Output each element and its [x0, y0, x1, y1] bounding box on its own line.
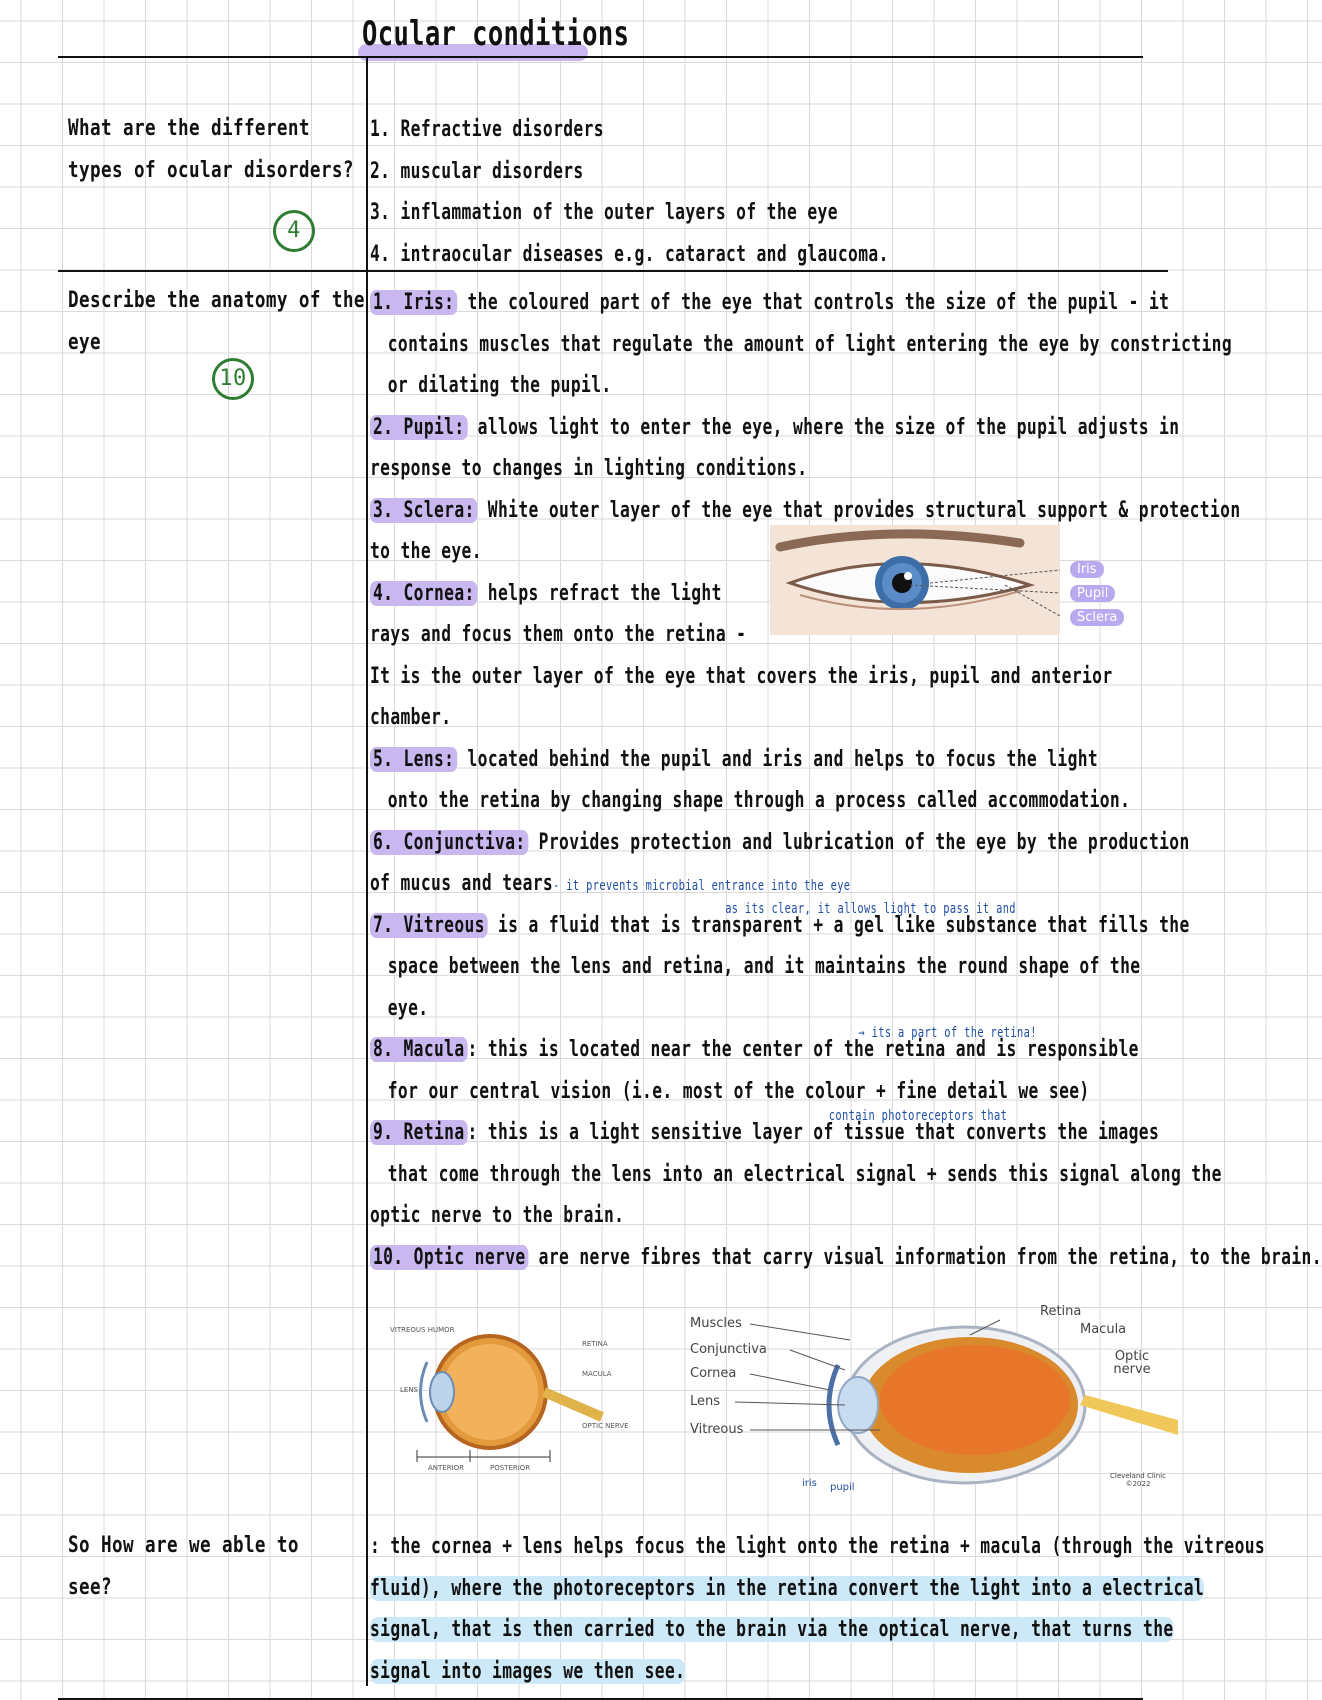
label-posterior: POSTERIOR: [490, 1464, 531, 1472]
question-line: types of ocular disorders?: [68, 158, 354, 183]
label-iris: Iris: [1070, 561, 1104, 578]
label-lens: Lens: [690, 1394, 721, 1409]
question-line: What are the different: [68, 116, 310, 141]
label-sclera: Sclera: [1070, 609, 1124, 626]
answer-line: 3. inflammation of the outer layers of the eye: [370, 200, 838, 225]
macula-note: → its a part of the retina!: [858, 1025, 1037, 1041]
answer-line: 1. Refractive disorders: [370, 117, 604, 142]
marks-circle: 4: [273, 210, 315, 252]
eye-section-icon: [372, 1322, 652, 1482]
answer-line: fluid), where the photoreceptors in the retina convert the light into a electrical: [370, 1575, 1205, 1601]
label-vitreous-humor: VITREOUS HUMOR: [390, 1326, 455, 1334]
question-line: eye: [68, 330, 101, 355]
macula-text: for our central vision (i.e. most of the colour + fine detail we see): [387, 1078, 1090, 1104]
term-pupil: 2. Pupil:: [370, 415, 467, 440]
macula-text: : this is located near the center of the retina and is responsible: [467, 1037, 1139, 1062]
sclera-text: to the eye.: [370, 539, 482, 564]
answer-line: signal, that is then carried to the brain via the optical nerve, that turns the: [370, 1617, 1174, 1642]
label-pupil: Pupil: [1070, 585, 1115, 602]
term-lens: 5. Lens:: [370, 747, 457, 772]
answer-line: signal into images we then see.: [370, 1658, 686, 1684]
question-line: So How are we able to: [68, 1533, 299, 1558]
eye-cross-section-diagram: [372, 1322, 652, 1482]
eye-labelled-icon: [680, 1310, 1180, 1500]
cornea-text: rays and focus them onto the retina -: [370, 622, 747, 647]
cornea-text: It is the outer layer of the eye that covers the iris, pupil and anterior: [370, 663, 1113, 689]
label-pupil: pupil: [830, 1482, 855, 1493]
retina-note: contain photoreceptors that: [828, 1108, 1008, 1124]
label-vitreous: Vitreous: [690, 1422, 744, 1437]
lens-text: onto the retina by changing shape through a process called accommodation.: [387, 788, 1131, 813]
credit-text: Cleveland Clinic ©2022: [1110, 1472, 1166, 1488]
iris-text: the coloured part of the eye that controls the size of the pupil - it: [467, 290, 1170, 315]
term-sclera: 3. Sclera:: [370, 498, 478, 523]
label-anterior: ANTERIOR: [428, 1464, 465, 1472]
cornea-text: helps refract the light: [487, 580, 722, 606]
retina-text: that come through the lens into an electrical signal + sends this signal along the: [387, 1161, 1222, 1187]
conjunctiva-text: of mucus and tears: [370, 871, 554, 896]
sclera-text: White outer layer of the eye that provides structural support & protection: [487, 497, 1241, 523]
answer-line: 2. muscular disorders: [370, 158, 584, 184]
answer-types-of-disorders: [370, 109, 1170, 275]
eye-front-illustration: [770, 525, 1140, 635]
marks-circle: 10: [212, 358, 254, 400]
iris-text: or dilating the pupil.: [387, 373, 612, 398]
label-macula: MACULA: [582, 1370, 612, 1378]
label-optic-nerve: OPTIC NERVE: [582, 1422, 629, 1430]
term-cornea: 4. Cornea:: [370, 581, 478, 606]
label-optic-nerve: Optic nerve: [1113, 1349, 1151, 1377]
term-iris: 1. Iris:: [370, 290, 457, 315]
term-conjunctiva: 6. Conjunctiva:: [370, 830, 528, 855]
answer-how-we-see: [370, 1526, 1266, 1692]
pupil-text: response to changes in lighting conditions.: [370, 456, 808, 481]
label-conjunctiva: Conjunctiva: [690, 1342, 767, 1357]
vitreous-note: as its clear, it allows light to pass it and: [725, 900, 1016, 917]
label-cornea: Cornea: [690, 1366, 737, 1381]
eye-labelled-diagram: [680, 1304, 1180, 1500]
vitreous-text: is a fluid that is transparent + a gel like substance that fills the: [497, 912, 1190, 938]
term-macula: 8. Macula: [370, 1037, 467, 1062]
lens-text: located behind the pupil and iris and helps to focus the light: [467, 746, 1099, 772]
header-rule: [58, 56, 1143, 58]
pupil-text: allows light to enter the eye, where the size of the pupil adjusts in: [477, 414, 1180, 440]
label-macula: Macula: [1080, 1322, 1127, 1337]
optic-nerve-text: are nerve fibres that carry visual information from the retina, to the brain.: [538, 1244, 1322, 1270]
label-retina: RETINA: [582, 1340, 608, 1348]
retina-text: : this is a light sensitive layer of tissue that converts the images: [467, 1120, 1160, 1145]
question-line: Describe the anatomy of the: [68, 288, 365, 313]
answer-anatomy: [370, 282, 1322, 1278]
question-how-we-see: [68, 1525, 357, 1609]
conjunctiva-note: - it prevents microbial entrance into the eye: [553, 878, 851, 894]
label-retina: Retina: [1040, 1304, 1082, 1319]
retina-text: optic nerve to the brain.: [370, 1203, 625, 1228]
vitreous-text: space between the lens and retina, and it maintains the round shape of the: [387, 954, 1141, 979]
term-retina: 9. Retina: [370, 1120, 467, 1145]
term-optic-nerve: 10. Optic nerve: [370, 1245, 528, 1270]
answer-line: 4. intraocular diseases e.g. cataract and glaucoma.: [370, 241, 889, 267]
question-line: see?: [68, 1575, 112, 1600]
label-lens: LENS: [400, 1386, 419, 1394]
page-title: Ocular conditions: [362, 14, 630, 54]
conjunctiva-text: Provides protection and lubrication of the eye by the production: [538, 829, 1190, 855]
cornea-text: chamber.: [370, 705, 452, 730]
label-muscles: Muscles: [690, 1316, 742, 1331]
term-vitreous: 7. Vitreous: [370, 913, 488, 938]
answer-line: : the cornea + lens helps focus the light onto the retina + macula (through the vitreous: [370, 1534, 1266, 1559]
label-iris: iris: [802, 1478, 817, 1489]
vitreous-text: eye.: [387, 995, 429, 1021]
iris-text: contains muscles that regulate the amount of light entering the eye by constricting: [387, 331, 1232, 357]
